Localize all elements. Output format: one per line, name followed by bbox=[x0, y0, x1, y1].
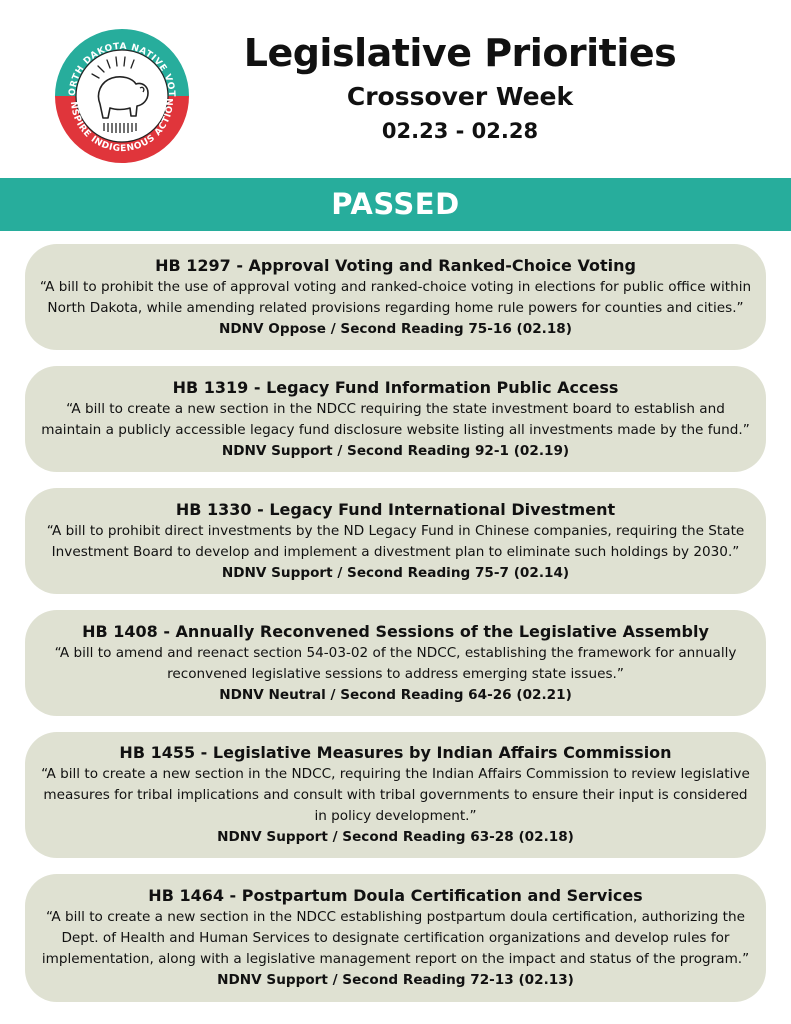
page-title: Legislative Priorities bbox=[243, 31, 677, 75]
bill-title: HB 1455 - Legislative Measures by Indian Affairs Commission bbox=[119, 743, 672, 762]
bill-status: NDNV Support / Second Reading 92-1 (02.19) bbox=[221, 442, 570, 459]
bill-description: “A bill to amend and reenact section 54-03-02 of the NDCC, establishing the framework for annually reconvened legislative sessions to address emerging state issues.” bbox=[54, 644, 737, 682]
bill-title: HB 1319 - Legacy Fund Information Public Access bbox=[172, 377, 619, 397]
bill-card bbox=[25, 244, 766, 350]
bill-description: “A bill to prohibit direct investments by the ND Legacy Fund in Chinese companies, requiring the State Investment Board to develop and implement a divestment plan to eliminate such holdings by 2030.” bbox=[46, 522, 745, 560]
passed-banner: PASSED bbox=[0, 178, 791, 231]
svg-text:NORTH DAKOTA NATIVE VOTE: ORTH DAKOTA NATIVE VOT bbox=[67, 41, 177, 98]
bill-title: HB 1297 - Approval Voting and Ranked-Choice Voting bbox=[155, 255, 636, 275]
bill-status: NDNV Support / Second Reading 63-28 (02.18) bbox=[217, 829, 574, 845]
bill-status: NDNV Support / Second Reading 75-7 (02.14) bbox=[221, 564, 570, 581]
bill-card bbox=[25, 610, 766, 716]
date-range: 02.23 - 02.28 bbox=[381, 119, 539, 143]
bill-description: “A bill to create a new section in the NDCC establishing postpartum doula certification, authorizing the Dept. of Health and Human Services to designate certification organizations and develop rules for implementation, along with a legislative management report on the impact and status of the program.” bbox=[41, 909, 750, 967]
bill-description: “A bill to prohibit the use of approval voting and ranked-choice voting in elections for public office within North Dakota, while amending related provisions regarding home rule powers for counties and cities.” bbox=[39, 278, 752, 316]
ndnv-logo-seal bbox=[52, 26, 192, 166]
page-header bbox=[200, 30, 720, 146]
bill-card bbox=[25, 366, 766, 472]
bill-card bbox=[25, 874, 766, 1002]
bill-description: “A bill to create a new section in the NDCC, requiring the Indian Affairs Commission to review legislative measures for tribal implications and consult with tribal governments to ensure their input is considered in policy development.” bbox=[41, 766, 750, 824]
bill-card bbox=[25, 488, 766, 594]
bill-title: HB 1464 - Postpartum Doula Certification and Services bbox=[148, 886, 643, 905]
bill-status: NDNV Oppose / Second Reading 75-16 (02.18) bbox=[219, 320, 572, 337]
bill-list bbox=[25, 244, 766, 1018]
bill-title: HB 1330 - Legacy Fund International Divestment bbox=[175, 499, 616, 519]
ndnv-logo bbox=[52, 26, 192, 166]
bill-description: “A bill to create a new section in the NDCC requiring the state investment board to establish and maintain a publicly accessible legacy fund disclosure website listing all investments made by the fund.” bbox=[41, 400, 750, 438]
bill-status: NDNV Neutral / Second Reading 64-26 (02.21) bbox=[219, 686, 572, 703]
bill-status: NDNV Support / Second Reading 72-13 (02.13) bbox=[217, 972, 574, 988]
page-subtitle: Crossover Week bbox=[346, 82, 574, 111]
bill-title: HB 1408 - Annually Reconvened Sessions of the Legislative Assembly bbox=[82, 621, 709, 641]
svg-text:INSPIRE INDIGENOUS ACTION: NSPIRE INDIGENOUS ACTION bbox=[67, 97, 177, 155]
bill-card bbox=[25, 732, 766, 858]
